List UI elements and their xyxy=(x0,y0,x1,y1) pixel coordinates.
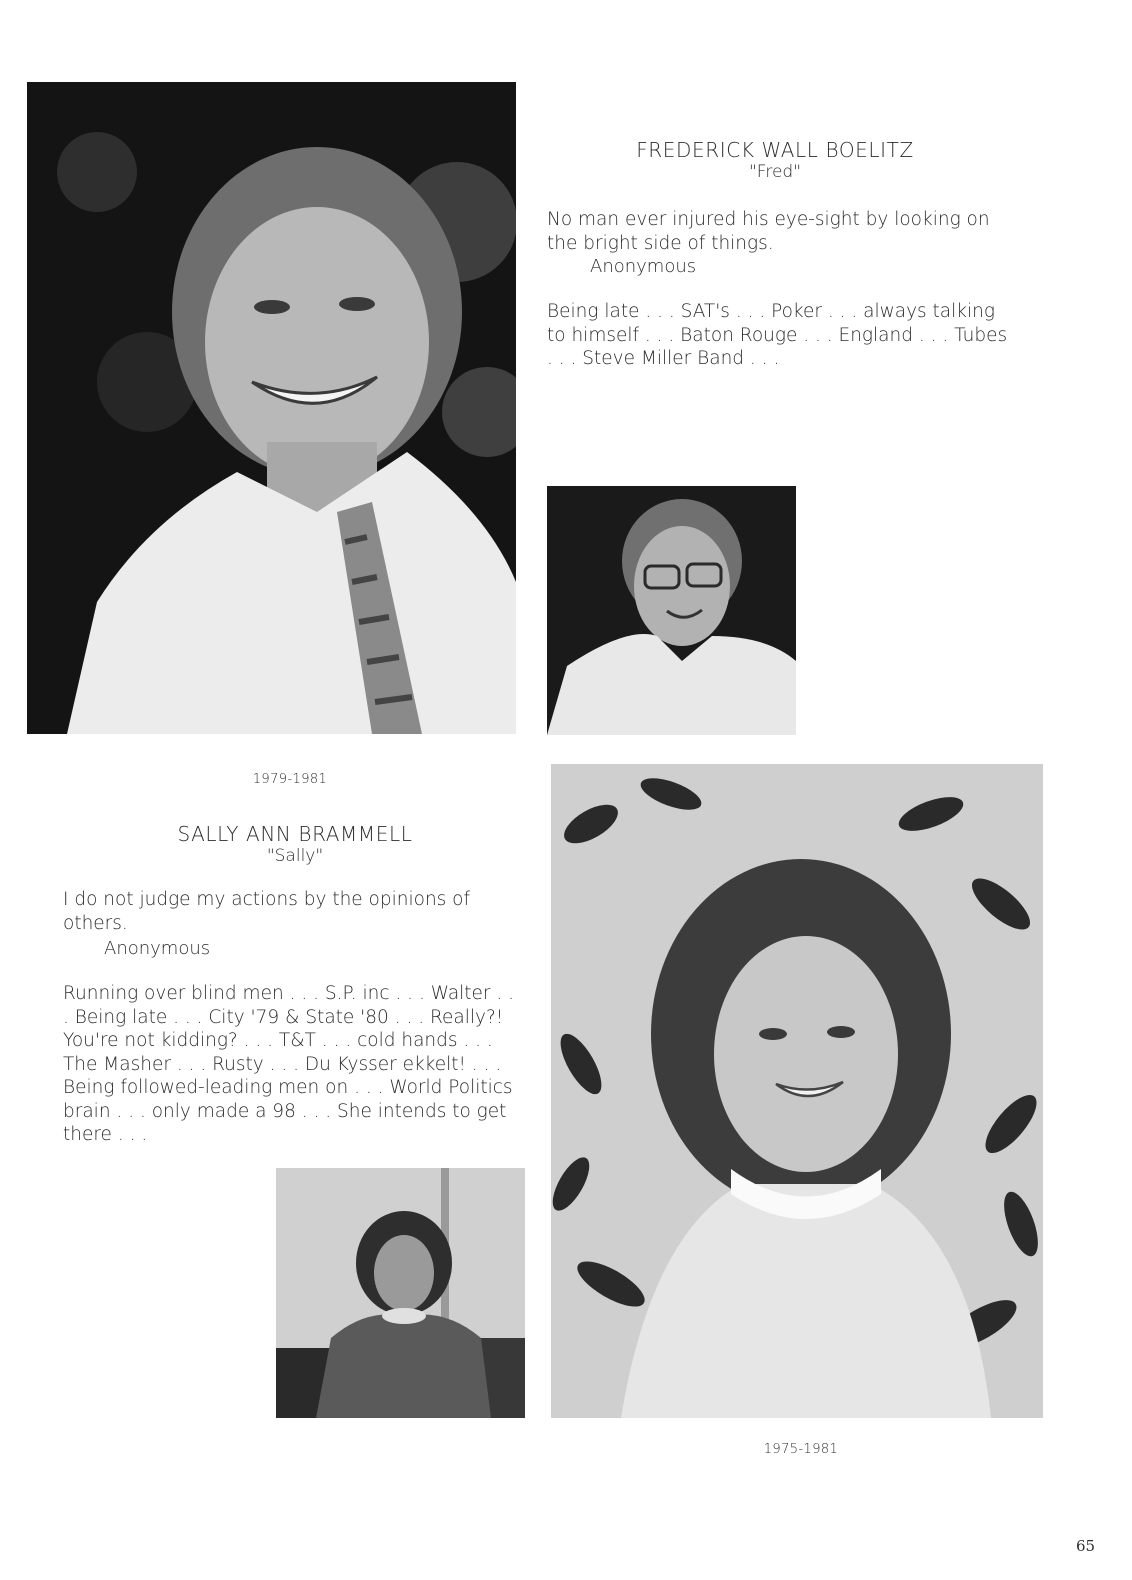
sally-quote-attribution: Anonymous xyxy=(104,938,211,959)
fred-quote: No man ever injured his eye-sight by looking on the bright side of things. xyxy=(547,209,990,254)
fred-name: FREDERICK WALL BOELITZ xyxy=(636,138,914,162)
sally-years: 1975-1981 xyxy=(763,1442,839,1457)
sally-quote: I do not judge my actions by the opinions of others. xyxy=(63,889,471,934)
fred-quote-attribution: Anonymous xyxy=(590,256,697,277)
fred-nickname: "Fred" xyxy=(748,162,802,182)
fred-memories: Being late . . . SAT's . . . Poker . . . always talking to himself . . . Baton Rouge . . . England . . . Tubes . . . Steve Miller Band . . . xyxy=(547,301,1008,369)
sally-name: SALLY ANN BRAMMELL xyxy=(177,822,413,846)
sally-nickname: "Sally" xyxy=(266,846,324,866)
page-number: 65 xyxy=(1076,1537,1096,1555)
fred-portrait-photo xyxy=(27,82,516,734)
fred-candid-photo xyxy=(547,486,796,735)
fred-years: 1979-1981 xyxy=(252,772,328,787)
sally-memories: Running over blind men . . . S.P. inc . . . Walter . . . Being late . . . City '79 & State '80 . . . Really?! You're not kidding? . . . T&T . . . cold hands . . . The Masher . . . Rusty . . . Du Kysser ekkelt! . . . Being followed-leading men on . . . World Politics brain . . . only made a 98 . . . She intends to get there . . . xyxy=(63,983,515,1145)
sally-candid-photo xyxy=(276,1168,525,1418)
sally-portrait-photo xyxy=(551,764,1043,1418)
